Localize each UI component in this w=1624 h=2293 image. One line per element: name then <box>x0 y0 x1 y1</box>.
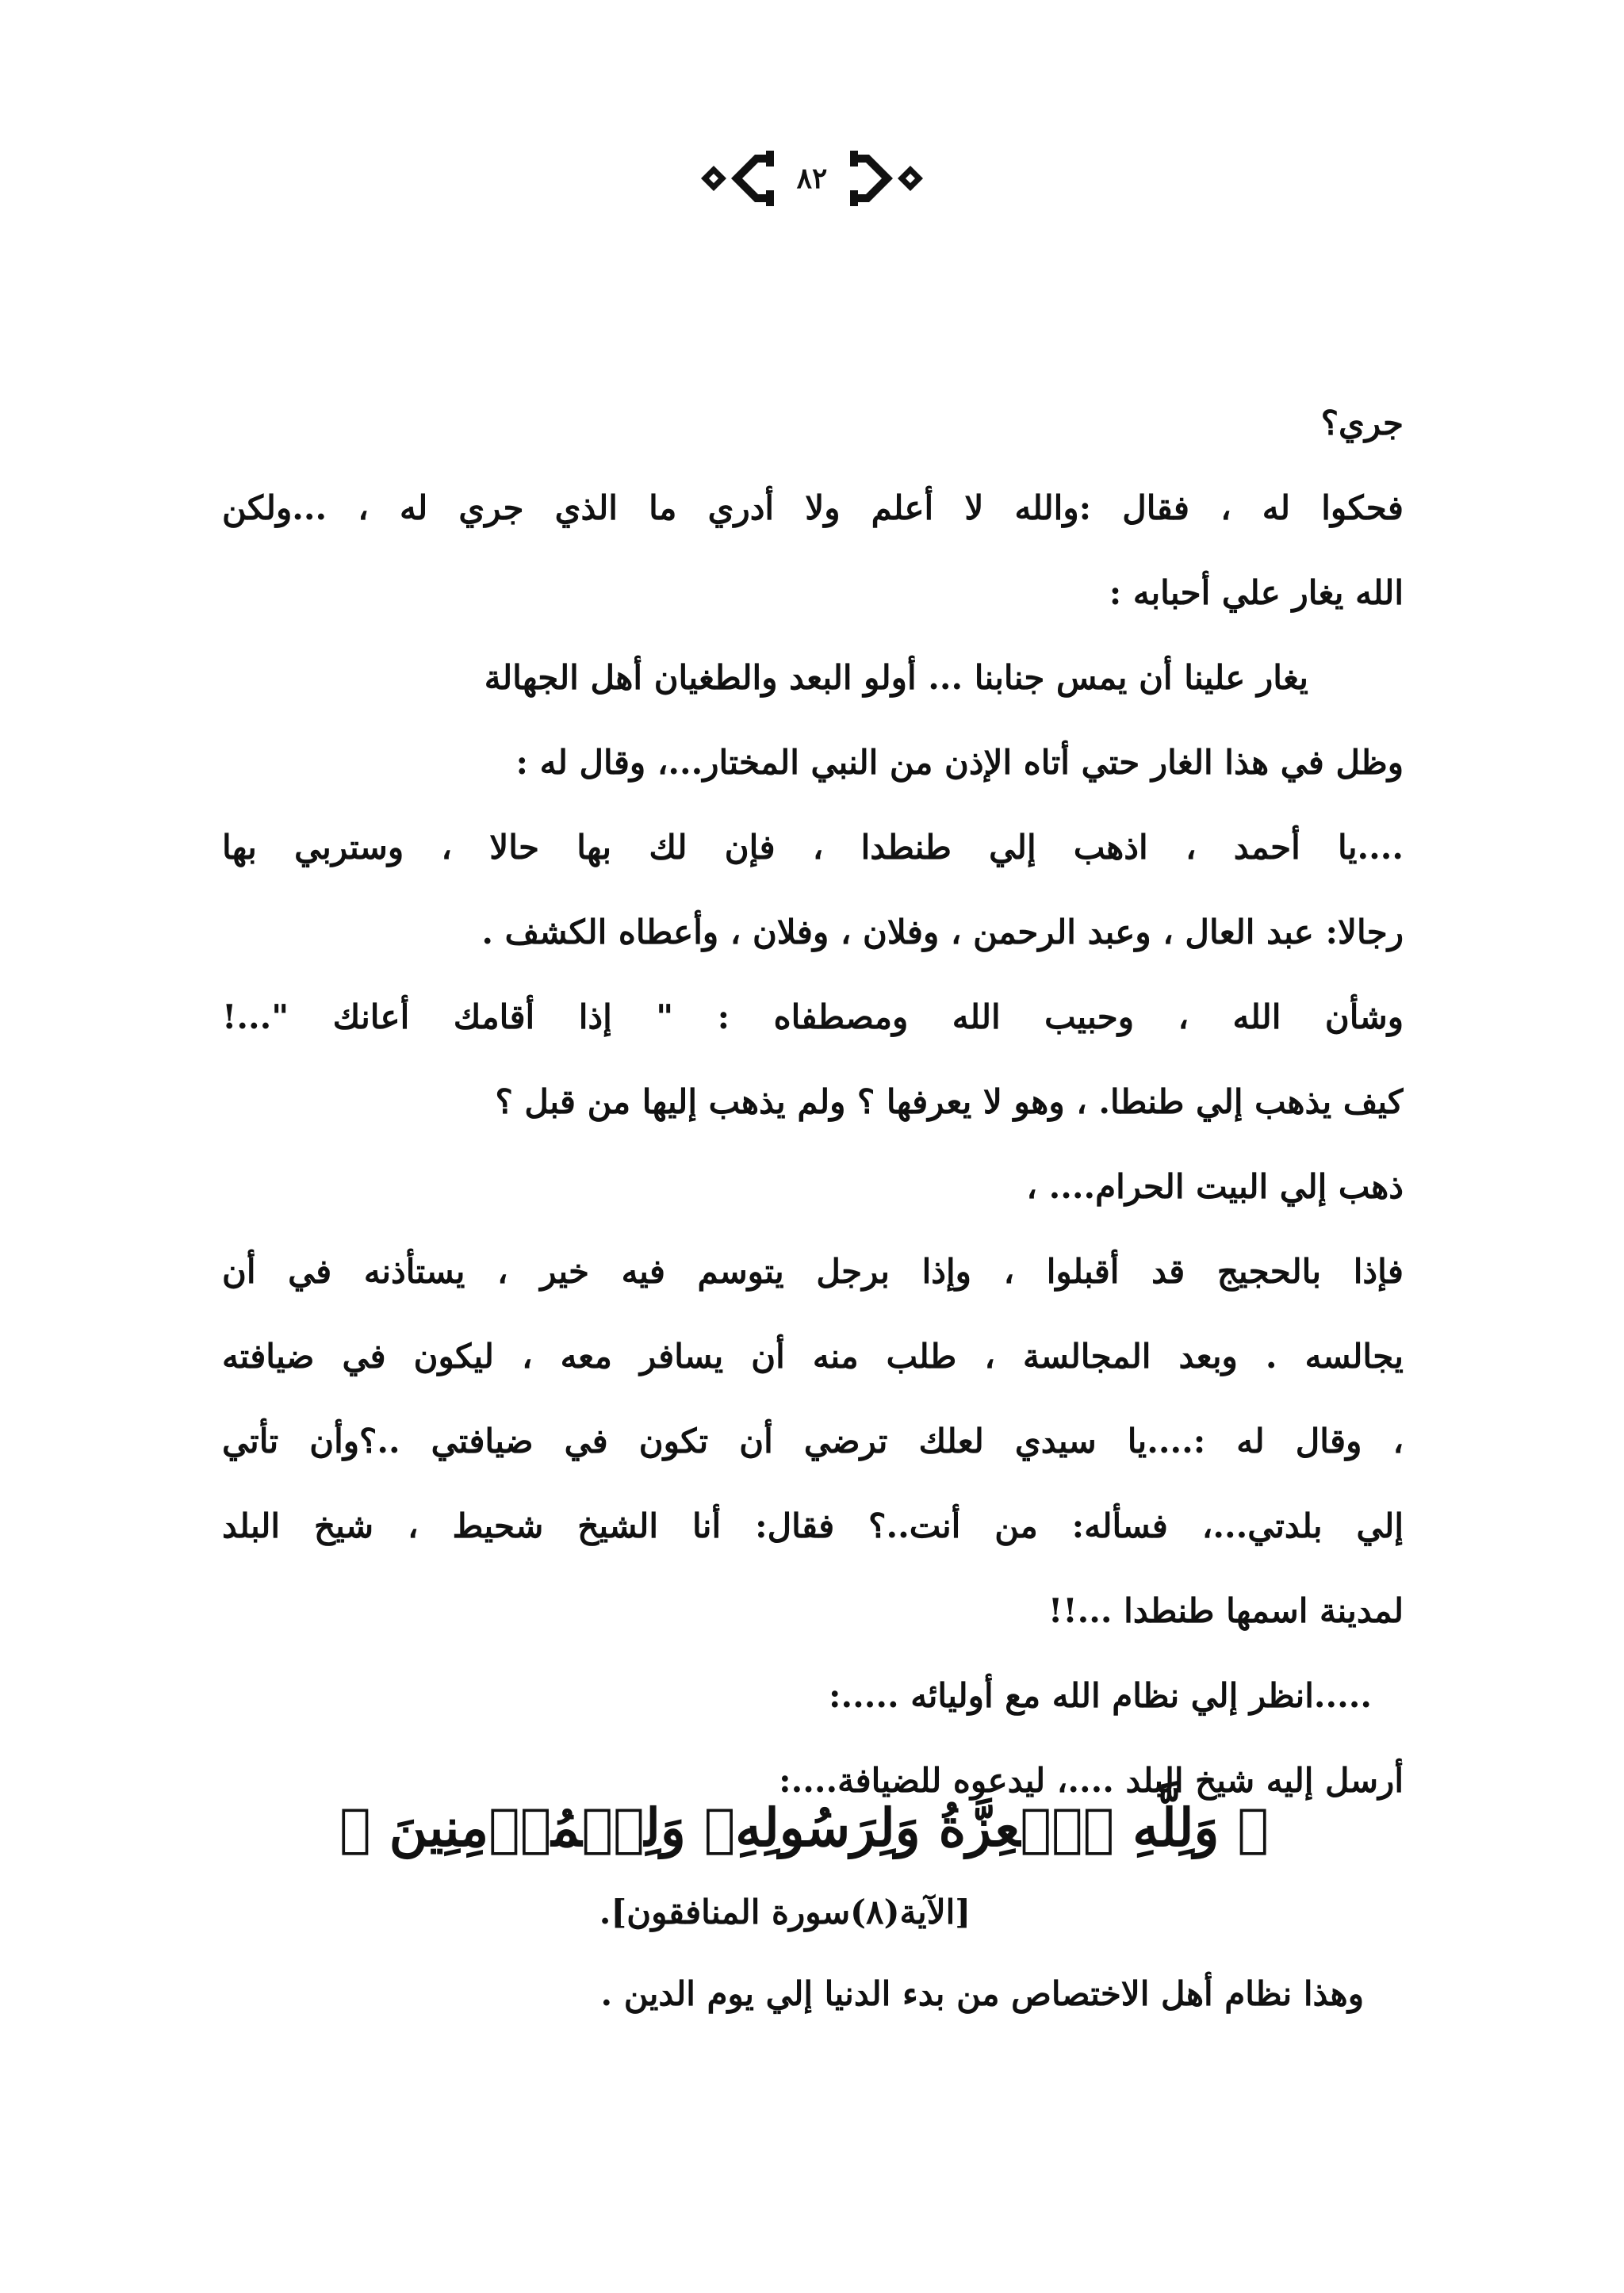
poem-verse-line: يغار علينا أن يمس جنابنا ... أولو البعد والطغيان أهل الجهالة <box>484 658 1308 697</box>
body-text <box>222 381 1404 1823</box>
page-number: ٨٢ <box>796 162 828 195</box>
text-line: إلي بلدتي...، فسأله: من أنت..؟ فقال: أنا الشيخ شحيط ، شيخ البلد <box>222 1506 1404 1545</box>
text-line: وشأن الله ، وحبيب الله ومصطفاه : " إذا أقامك أعانك "...! <box>222 997 1404 1036</box>
text-line: ....يا أحمد ، اذهب إلي طنطدا ، فإن لك بها حالا ، وستربي بها <box>222 828 1404 867</box>
page-number-ornament <box>693 135 931 222</box>
closing-line: وهذا نظام أهل الاختصاص من بدء الدنيا إلي يوم الدين . <box>600 1974 1364 2013</box>
text-line: .....انظر إلي نظام الله مع أوليائه .....: <box>828 1676 1372 1715</box>
verse-reference: [الآية(٨)سورة المنافقون]. <box>599 1893 971 1931</box>
text-line: وظل في هذا الغار حتي أتاه الإذن من النبي المختار...، وقال له : <box>515 743 1404 782</box>
text-line: ذهب إلي البيت الحرام.... ، <box>1026 1167 1404 1206</box>
text-line: فإذا بالحجيج قد أقبلوا ، وإذا برجل يتوسم فيه خير ، يستأذنه في أن <box>222 1252 1404 1291</box>
text-line: رجالا: عبد العال ، وعبد الرحمن ، وفلان ، وفلان ، وأعطاه الكشف . <box>481 913 1404 951</box>
text-line: كيف يذهب إلي طنطا. ، وهو لا يعرفها ؟ ولم يذهب إليها من قبل ؟ <box>495 1082 1404 1121</box>
text-line: أرسل إليه شيخ البلد ....، ليدعوه للضيافة....: <box>779 1761 1404 1800</box>
text-line: جري؟ <box>1320 404 1404 442</box>
text-line: لمدينة اسمها طنطدا ...!! <box>1048 1591 1404 1630</box>
text-line: ، وقال له :....يا سيدي لعلك ترضي أن تكون في ضيافتي ..؟وأن تأتي <box>222 1422 1404 1460</box>
text-line: فحكوا له ، فقال :والله لا أعلم ولا أدري ما الذي جري له ، ...ولكن <box>222 488 1404 527</box>
quran-verse: ﴿ وَلِلَّهِ ٱلۡعِزَّةُ وَلِرَسُولِهِۦ وَلِلۡمُؤۡمِنِينَ ﴾ <box>339 1797 1269 1859</box>
text-line: الله يغار علي أحبابه : <box>1109 573 1404 612</box>
text-line: يجالسه . وبعد المجالسة ، طلب منه أن يسافر معه ، ليكون في ضيافته <box>222 1337 1404 1376</box>
